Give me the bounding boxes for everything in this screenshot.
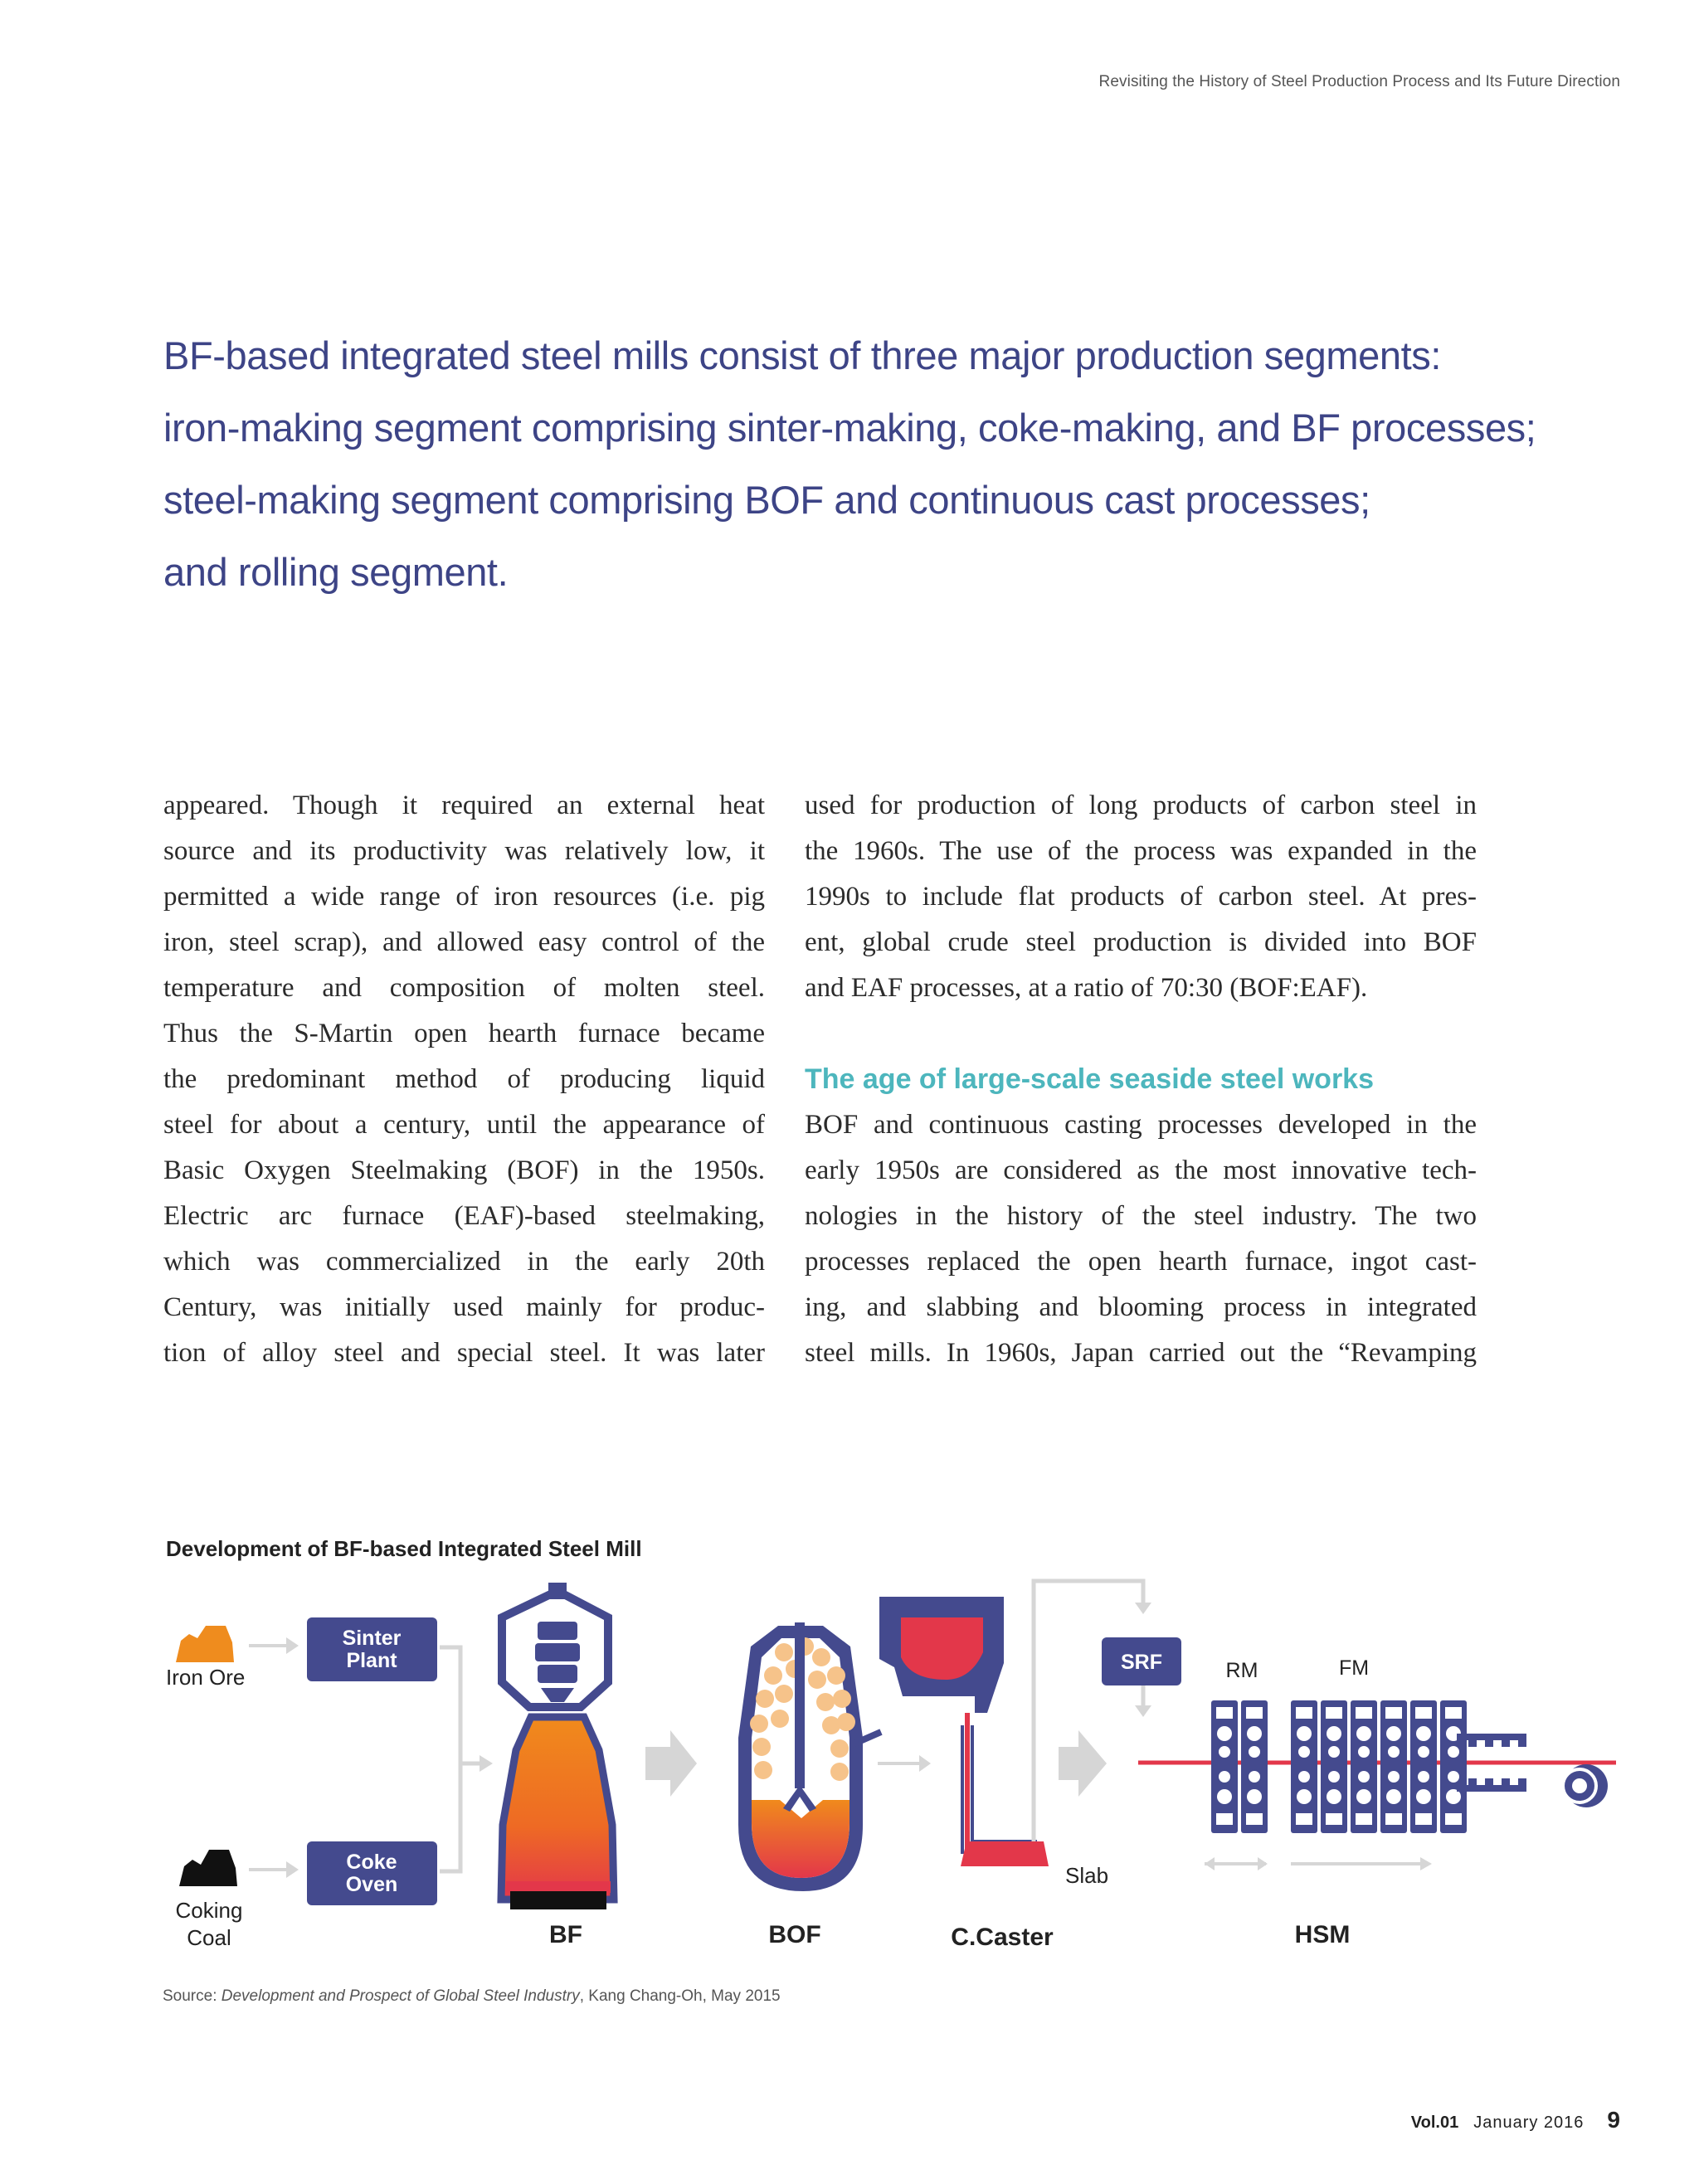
- body-line: used for production of long products of carbon steel in: [805, 790, 1477, 820]
- bf-label: BF: [549, 1921, 582, 1948]
- source-title: Development and Prospect of Global Steel Industry: [221, 1987, 580, 2005]
- blast-furnace-hopper: [538, 1665, 577, 1683]
- body-line: appeared. Though it required an external heat: [163, 790, 765, 820]
- flow-arrow: [878, 1755, 931, 1772]
- body-line: steel mills. In 1960s, Japan carried out the “Revamping: [805, 1338, 1477, 1368]
- body-line: the predominant method of producing liquid: [163, 1064, 765, 1094]
- issue-date: January 2016: [1473, 2113, 1585, 2132]
- body-line: Basic Oxygen Steelmaking (BOF) in the 1950s.: [163, 1155, 765, 1185]
- body-line: BOF and continuous casting processes developed in the: [805, 1110, 1477, 1140]
- coking-coal-icon: [179, 1850, 237, 1886]
- pull-quote-line: and rolling segment.: [163, 550, 509, 594]
- body-line: ent, global crude steel production is divided into BOF: [805, 927, 1477, 957]
- body-line: nologies in the history of the steel industry. The two: [805, 1201, 1477, 1231]
- body-column-right: [805, 783, 1477, 1376]
- steel-mill-diagram: [0, 1559, 1699, 1958]
- blast-furnace-hopper: [535, 1643, 580, 1661]
- figure-source: [163, 1987, 781, 2006]
- slab-icon: [961, 1841, 1049, 1866]
- flow-arrow: [480, 1755, 493, 1772]
- srf-label: SRF: [1121, 1651, 1162, 1674]
- bof-label: BOF: [768, 1921, 821, 1948]
- body-line: early 1950s are considered as the most innovative tech-: [805, 1155, 1477, 1185]
- body-line: which was commercialized in the early 20th: [163, 1247, 765, 1277]
- process-arrow: [645, 1730, 697, 1797]
- blast-furnace-hearth: [510, 1891, 606, 1909]
- page-number: 9: [1607, 2107, 1620, 2133]
- blast-furnace-bell: [541, 1688, 574, 1702]
- body-line: Thus the S-Martin open hearth furnace became: [163, 1019, 765, 1048]
- iron-ore-label: Iron Ore: [166, 1665, 246, 1690]
- body-line: the 1960s. The use of the process was expanded in the: [805, 836, 1477, 866]
- sinter-plant-label: Sinter: [342, 1627, 402, 1650]
- caster-strand-outline: [962, 1725, 1037, 1854]
- body-line: Electric arc furnace (EAF)-based steelmaking,: [163, 1201, 765, 1231]
- body-line: source and its productivity was relatively low, it: [163, 836, 765, 866]
- volume-label: Vol.01: [1410, 2113, 1459, 2132]
- connector-line: [440, 1647, 483, 1871]
- hsm-label: HSM: [1294, 1921, 1351, 1948]
- body-column-left: [163, 783, 765, 1376]
- blast-furnace-shaft: [501, 1717, 614, 1899]
- body-line: permitted a wide range of iron resources (i.e. pig: [163, 882, 765, 912]
- roughing-mill: [1211, 1700, 1268, 1833]
- blast-furnace-base: [506, 1881, 611, 1893]
- running-head: Revisiting the History of Steel Production Process and Its Future Direction: [1098, 73, 1620, 90]
- body-line: steel for about a century, until the appearance of: [163, 1110, 765, 1140]
- iron-ore-icon: [176, 1626, 234, 1662]
- coking-coal-label: Coking: [175, 1898, 243, 1923]
- rm-label: RM: [1225, 1659, 1258, 1682]
- blast-furnace-hopper: [538, 1622, 577, 1640]
- flow-arrow: [1420, 1857, 1432, 1870]
- coke-oven-label: Oven: [345, 1873, 398, 1896]
- coil-icon: [1563, 1764, 1608, 1807]
- body-line: processes replaced the open hearth furnace, ingot cast-: [805, 1247, 1477, 1277]
- source-suffix: , Kang Chang-Oh, May 2015: [579, 1987, 781, 2005]
- body-line: and EAF processes, at a ratio of 70:30 (BOF:EAF).: [805, 973, 1368, 1003]
- pull-quote-line: steel-making segment comprising BOF and continuous cast processes;: [163, 478, 1370, 522]
- caster-label: C.Caster: [951, 1924, 1054, 1951]
- body-line: Century, was initially used mainly for produc-: [163, 1292, 765, 1322]
- caster-strand: [965, 1713, 970, 1854]
- body-line: tion of alloy steel and special steel. It was later: [163, 1338, 765, 1368]
- pull-quote-line: iron-making segment comprising sinter-making, coke-making, and BF processes;: [163, 406, 1536, 450]
- body-line: temperature and composition of molten steel.: [163, 973, 765, 1003]
- pull-quote-line: BF-based integrated steel mills consist of three major production segments:: [163, 333, 1442, 377]
- page-footer: [1411, 2107, 1620, 2133]
- flow-arrow: [249, 1637, 299, 1654]
- body-line: ing, and slabbing and blooming process in integrated: [805, 1292, 1477, 1322]
- body-line: 1990s to include flat products of carbon steel. At pres-: [805, 882, 1477, 912]
- source-prefix: Source:: [163, 1987, 222, 2005]
- pull-quote: [163, 319, 1574, 608]
- flow-arrow: [249, 1861, 299, 1878]
- figure-title: Development of BF-based Integrated Steel Mill: [166, 1536, 642, 1561]
- flow-arrow: [1135, 1705, 1151, 1717]
- sinter-plant-label: Plant: [346, 1649, 397, 1672]
- connector-line: [1034, 1581, 1143, 1841]
- blast-furnace-top: [548, 1583, 567, 1599]
- fm-label: FM: [1338, 1656, 1370, 1680]
- coke-oven-label: Coke: [346, 1851, 397, 1874]
- flow-arrow: [1135, 1603, 1151, 1614]
- body-line: iron, steel scrap), and allowed easy control of the: [163, 927, 765, 957]
- slab-label: Slab: [1065, 1863, 1109, 1888]
- bof-oxygen-lance: [795, 1622, 805, 1788]
- coking-coal-label: Coal: [187, 1925, 231, 1950]
- process-arrow: [1059, 1730, 1107, 1797]
- finishing-mill: [1291, 1700, 1467, 1833]
- section-heading: The age of large-scale seaside steel works: [805, 1063, 1374, 1095]
